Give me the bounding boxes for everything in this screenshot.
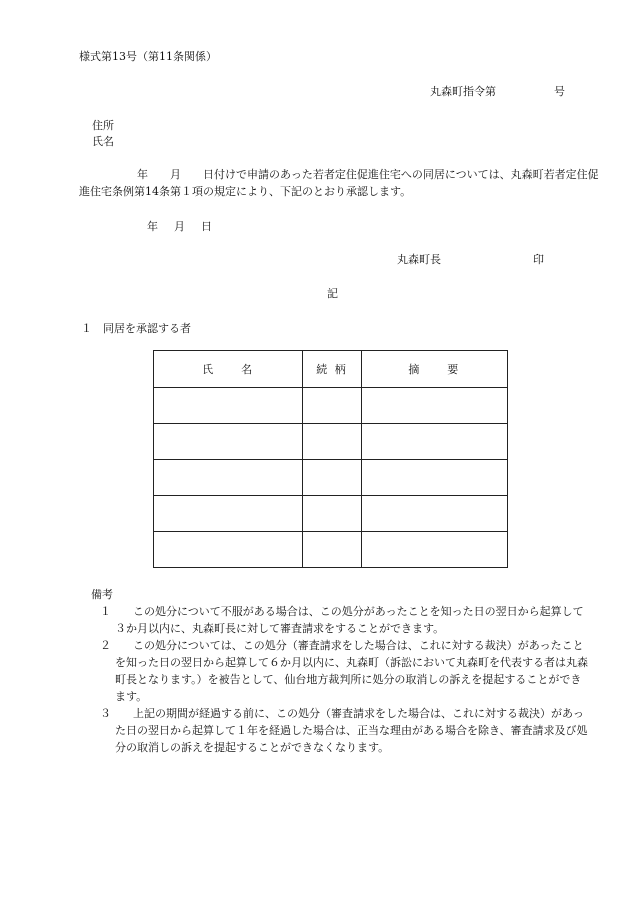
cell-summary [361,424,507,460]
table-header-row [154,351,508,388]
name-label: 氏名 [92,135,114,148]
cell-relationship [303,424,361,460]
cell-summary [361,496,507,532]
cell-name [154,388,303,424]
section-heading: １ 同居を承認する者 [81,322,191,335]
remark-text: 上記の期間が経過する前に、この処分（審査請求をした場合は、これに対する裁決）があった日の翌日から起算して１年を経過した場合は、正当な理由がある場合を除き、審査請求及び処分の取消しの訴えを提起することができなくなります。 [115,707,588,754]
address-label: 住所 [92,119,114,132]
table-row [154,424,508,460]
document-number [430,83,565,99]
approval-text: 年 月 日付けで申請のあった若者定住促進住宅への同居については、丸森町若者定住促進住宅条例第14条第１項の規定により、下記のとおり承認します。 [79,168,599,198]
remark-text: この処分について不服がある場合は、この処分があったことを知った日の翌日から起算して３か月以内に、丸森町長に対して審査請求をすることができます。 [115,605,584,635]
remark-number: ３ [100,707,111,720]
cell-relationship [303,388,361,424]
cell-relationship [303,460,361,496]
document-number-suffix: 号 [554,85,565,98]
remarks-title: 備考 [91,588,113,601]
issuer [397,251,544,267]
persons-table [153,350,508,568]
date-year: 年 [147,220,158,233]
cell-name [154,496,303,532]
remarks-list [100,603,592,756]
cell-summary [361,532,507,568]
seal-mark: 印 [533,253,544,266]
remark-number: ２ [100,639,111,652]
remark-item [100,705,592,756]
cell-name [154,460,303,496]
remark-item [100,637,592,705]
cell-summary [361,388,507,424]
header-name: 氏 名 [154,351,303,388]
cell-name [154,532,303,568]
date-month: 月 [174,220,185,233]
cell-relationship [303,532,361,568]
issue-date [147,218,212,234]
date-day: 日 [201,220,212,233]
cell-summary [361,460,507,496]
remark-item [100,603,592,637]
issuer-title: 丸森町長 [397,253,441,266]
header-summary: 摘 要 [361,351,507,388]
cell-name [154,424,303,460]
ki-heading: 記 [327,287,338,300]
remark-number: １ [100,605,111,618]
table-row [154,532,508,568]
form-number: 様式第13号（第11条関係） [79,50,217,63]
header-relationship: 続 柄 [303,351,361,388]
table-row [154,496,508,532]
table-row [154,388,508,424]
table-row [154,460,508,496]
remark-text: この処分については、この処分（審査請求をした場合は、これに対する裁決）があったことを知った日の翌日から起算して６か月以内に、丸森町（訴訟において丸森町を代表する者は丸森町長となります。）を被告として、仙台地方裁判所に処分の取消しの訴えを提起することができます。 [115,639,588,703]
cell-relationship [303,496,361,532]
document-number-prefix: 丸森町指令第 [430,85,496,98]
